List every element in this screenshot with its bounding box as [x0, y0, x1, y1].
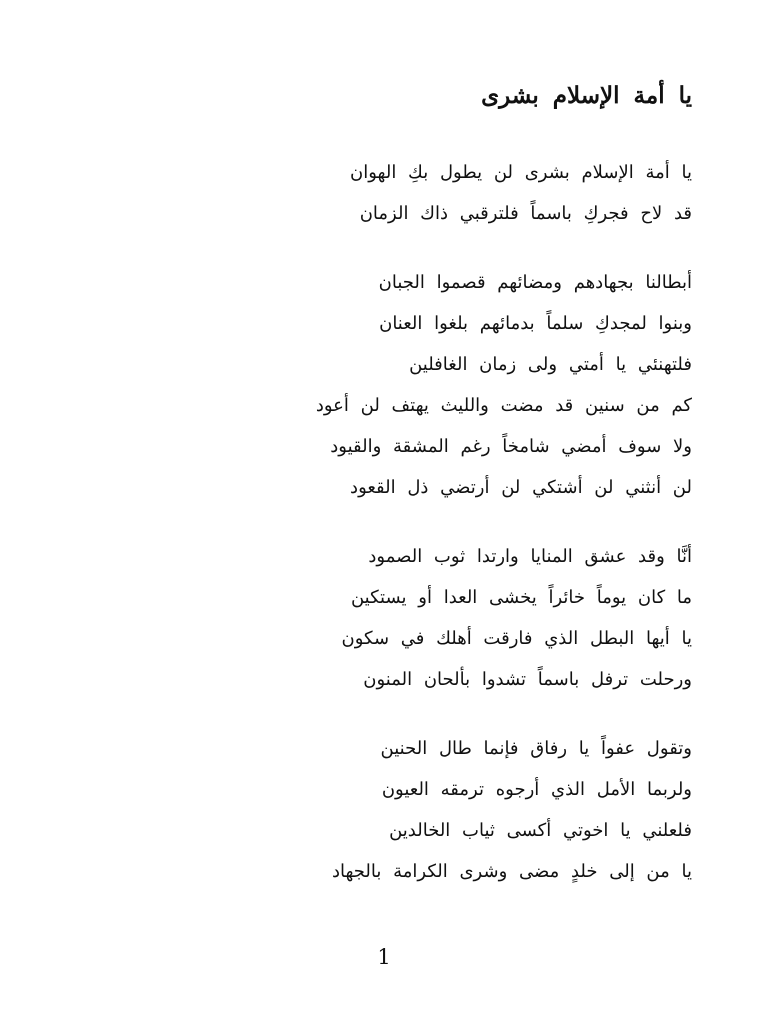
poem-line: أبطالنا بجهادهم ومضائهم قصموا الجبان — [378, 272, 692, 293]
poem-line: فلعلني يا اخوتي أكسى ثياب الخالدين — [389, 820, 692, 841]
poem-line: قد لاح فجركِ باسماً فلترقبي ذاك الزمان — [359, 203, 692, 224]
poem-line: يا من إلى خلدٍ مضى وشرى الكرامة بالجهاد — [331, 861, 692, 882]
stanza-3 — [132, 536, 692, 700]
poem-line: كم من سنين قد مضت والليث يهتف لن أعود — [315, 395, 692, 416]
stanza-1 — [132, 152, 692, 234]
poem-line: ولا سوف أمضي شامخاً رغم المشقة والقيود — [330, 436, 692, 457]
poem-title: يا أمة الإسلام بشرى — [481, 82, 692, 109]
poem-line: ما كان يوماً خائراً يخشى العدا أو يستكين — [350, 587, 692, 608]
poem-line: ولربما الأمل الذي أرجوه ترمقه العيون — [381, 779, 692, 800]
poem-line: لن أنثني لن أشتكي لن أرتضي ذل القعود — [350, 477, 692, 498]
poem-line: يا أيها البطل الذي فارقت أهلك في سكون — [341, 628, 692, 649]
poem-line: يا أمة الإسلام بشرى لن يطول بكِ الهوان — [350, 162, 692, 183]
stanza-2 — [132, 262, 692, 508]
page-number: 1 — [377, 945, 391, 969]
poem-line: فلتهنئي يا أمتي ولى زمان الغافلين — [409, 354, 692, 375]
poem-line: ورحلت ترفل باسماً تشدوا بألحان المنون — [363, 669, 692, 690]
poem-line: أنَّا وقد عشق المنايا وارتدا ثوب الصمود — [368, 546, 692, 567]
poem — [132, 78, 692, 920]
stanza-4 — [132, 728, 692, 892]
poem-line: وبنوا لمجدكِ سلماً بدمائهم بلغوا العنان — [379, 313, 692, 334]
poem-line: وتقول عفواً يا رفاق فإنما طال الحنين — [380, 738, 692, 759]
